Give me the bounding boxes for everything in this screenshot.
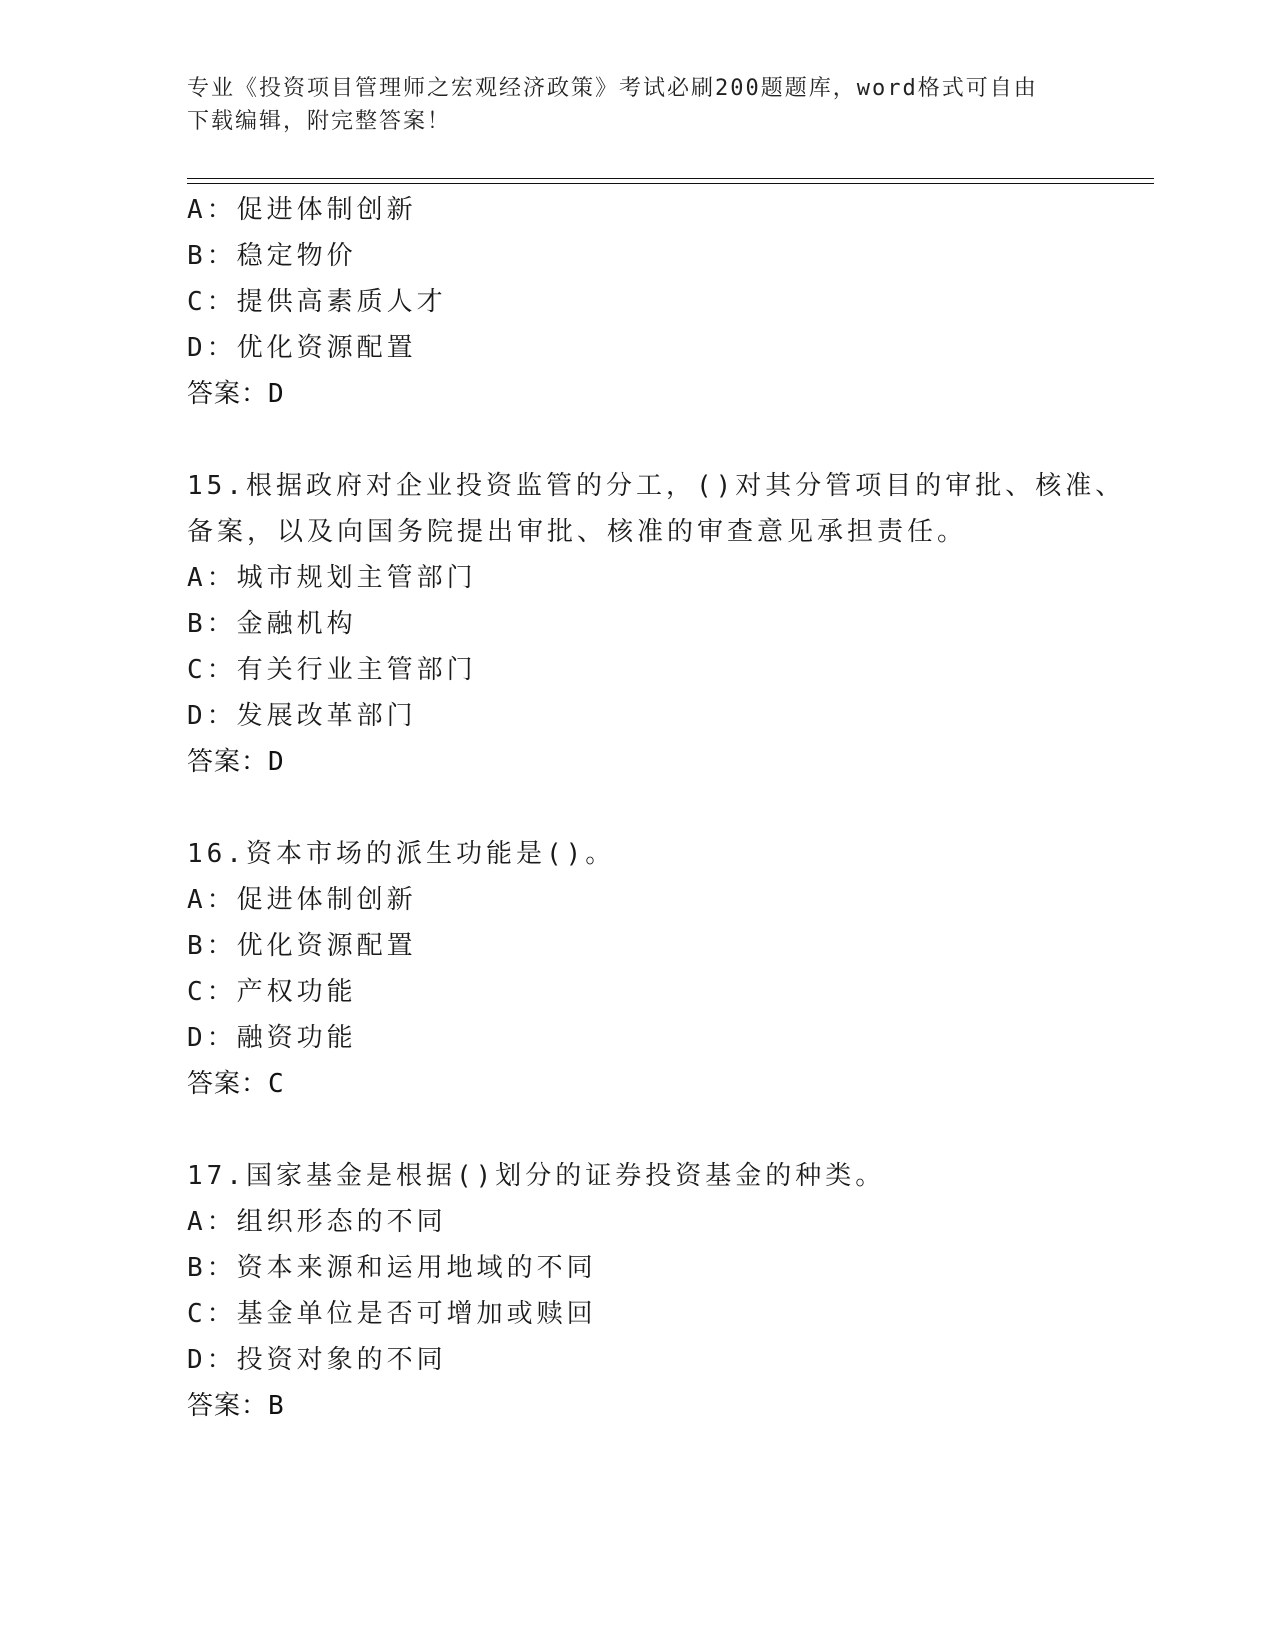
option-c: C：产权功能 <box>187 977 357 1007</box>
option-b: B：资本来源和运用地域的不同 <box>187 1253 597 1283</box>
answer-label: 答案： <box>187 747 269 777</box>
answer-value: C <box>268 1069 285 1099</box>
document-header <box>187 72 1087 138</box>
header-rule-top <box>187 178 1154 179</box>
spacer <box>187 785 1087 831</box>
header-line-2: 下载编辑，附完整答案！ <box>187 109 452 134</box>
spacer <box>187 1107 1087 1153</box>
answer-label: 答案： <box>187 1391 269 1421</box>
question-list <box>187 187 1126 1429</box>
answer-line <box>187 1383 1087 1429</box>
question-17 <box>187 1153 1087 1429</box>
question-15 <box>187 463 1126 785</box>
answer-value: D <box>268 379 285 409</box>
option-a: A：组织形态的不同 <box>187 1207 447 1237</box>
header-rule-bottom <box>187 183 1154 184</box>
option-c: C：基金单位是否可增加或赎回 <box>187 1299 597 1329</box>
question-text: 17.国家基金是根据()划分的证券投资基金的种类。 <box>187 1161 886 1191</box>
question-text-continued: 备案，以及向国务院提出审批、核准的审查意见承担责任。 <box>187 517 968 547</box>
question-text: 16.资本市场的派生功能是()。 <box>187 839 616 869</box>
question-16 <box>187 831 1087 1107</box>
option-d: D：优化资源配置 <box>187 333 417 363</box>
spacer <box>187 417 1087 463</box>
option-a: A：城市规划主管部门 <box>187 563 477 593</box>
option-a: A：促进体制创新 <box>187 195 417 225</box>
answer-line <box>187 371 1087 417</box>
header-line-1: 专业《投资项目管理师之宏观经济政策》考试必刷200题题库，word格式可自由 <box>187 76 1038 101</box>
question-text: 15.根据政府对企业投资监管的分工，()对其分管项目的审批、核准、 <box>187 471 1126 501</box>
option-a: A：促进体制创新 <box>187 885 417 915</box>
option-d: D：融资功能 <box>187 1023 357 1053</box>
answer-value: D <box>268 747 285 777</box>
answer-line <box>187 739 1087 785</box>
answer-label: 答案： <box>187 379 269 409</box>
option-b: B：金融机构 <box>187 609 357 639</box>
answer-value: B <box>268 1391 285 1421</box>
option-c: C：有关行业主管部门 <box>187 655 477 685</box>
option-c: C：提供高素质人才 <box>187 287 447 317</box>
option-d: D：投资对象的不同 <box>187 1345 447 1375</box>
option-b: B：优化资源配置 <box>187 931 417 961</box>
option-b: B：稳定物价 <box>187 241 357 271</box>
question-14-continued <box>187 187 1087 417</box>
option-d: D：发展改革部门 <box>187 701 417 731</box>
answer-line <box>187 1061 1087 1107</box>
answer-label: 答案： <box>187 1069 269 1099</box>
